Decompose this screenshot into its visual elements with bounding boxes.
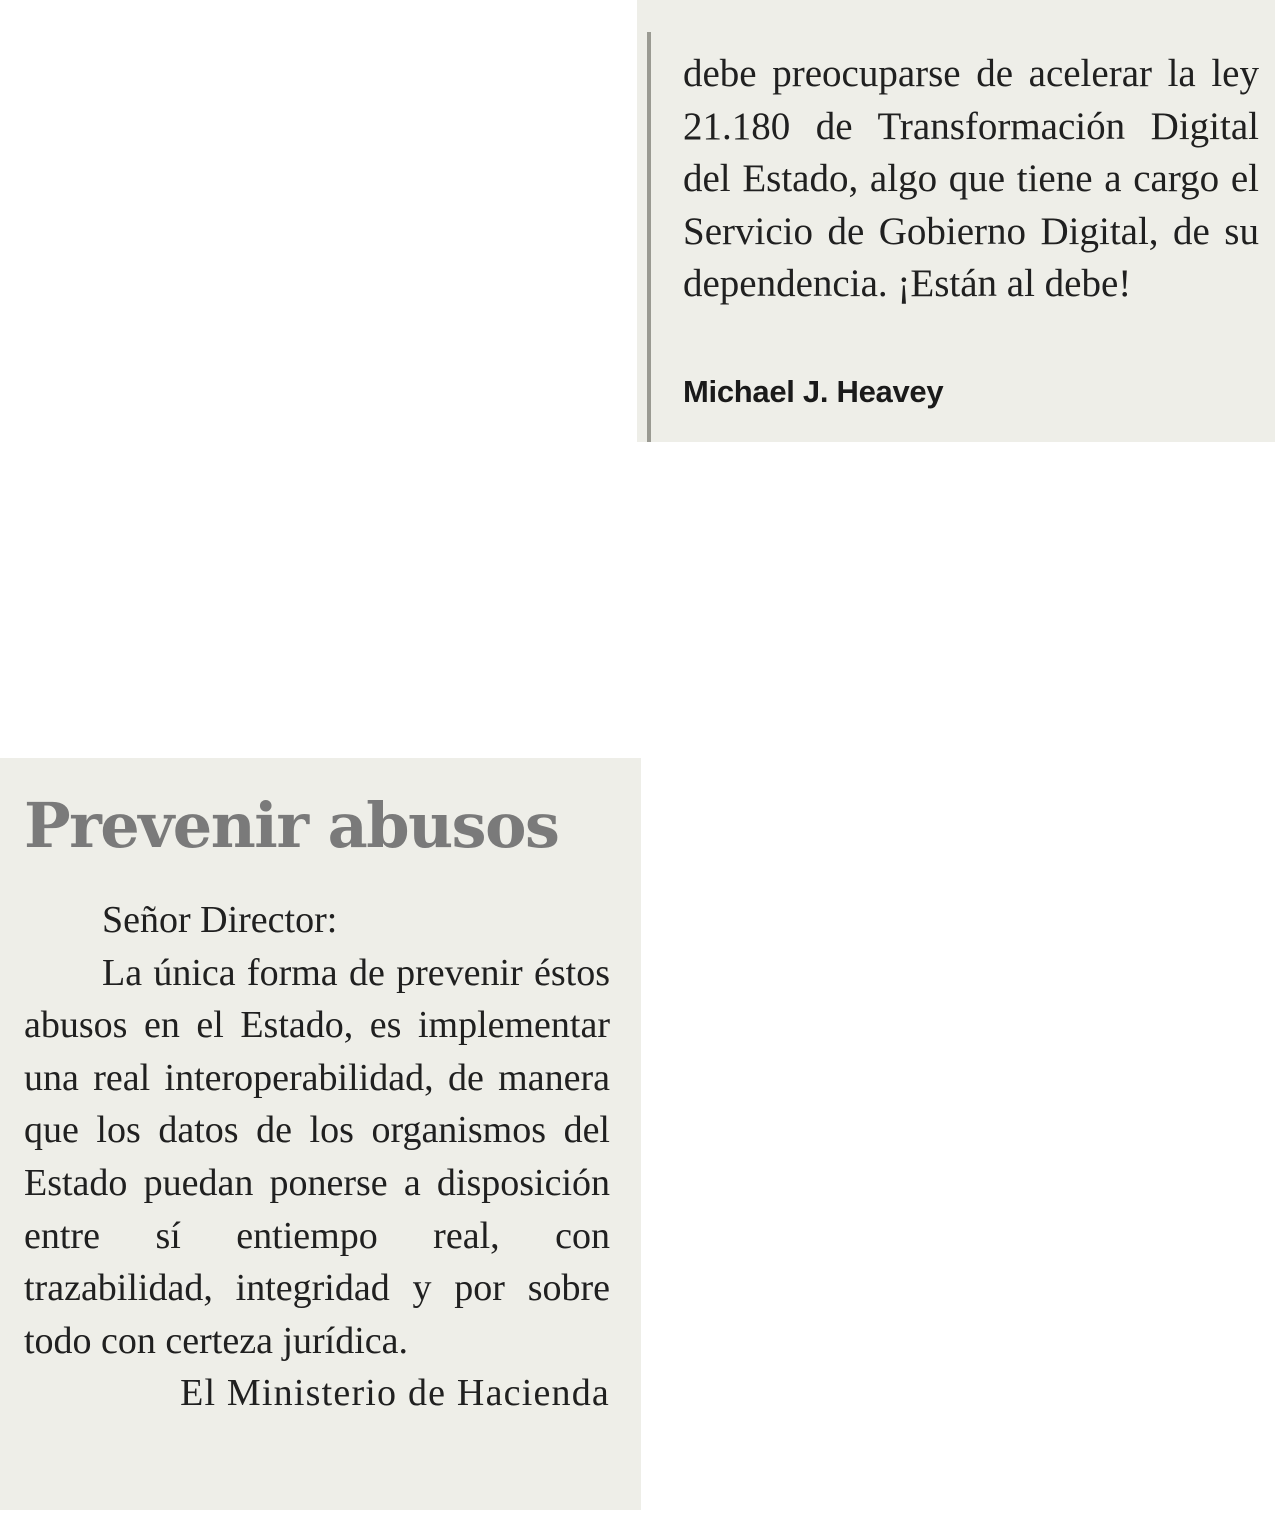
letter-continuation-clipping — [637, 0, 1275, 442]
letter-body — [24, 894, 610, 1420]
letter-author: Michael J. Heavey — [683, 374, 944, 409]
letter-salutation: Señor Director: — [102, 899, 338, 941]
letter-headline: Prevenir abusos — [24, 789, 559, 862]
letter-signature: El Ministerio de Hacienda — [180, 1372, 610, 1415]
column-rule — [647, 32, 651, 442]
letter-paragraph: La única forma de prevenir éstos abusos en el Estado, es implementar una real interoperabilidad, de manera que los datos de los organismos del Estado puedan ponerse a disposición entre sí entiempo real, con trazabilidad, integridad y por sobre todo con certeza jurídica. — [24, 951, 610, 1362]
letter-clipping — [0, 758, 641, 1510]
letter-continuation-text: debe preocuparse de acelerar la ley 21.180 de Transformación Digital del Estado, algo que tiene a cargo el Servicio de Gobierno Digital, de su dependencia. ¡Están al debe! — [683, 52, 1259, 305]
